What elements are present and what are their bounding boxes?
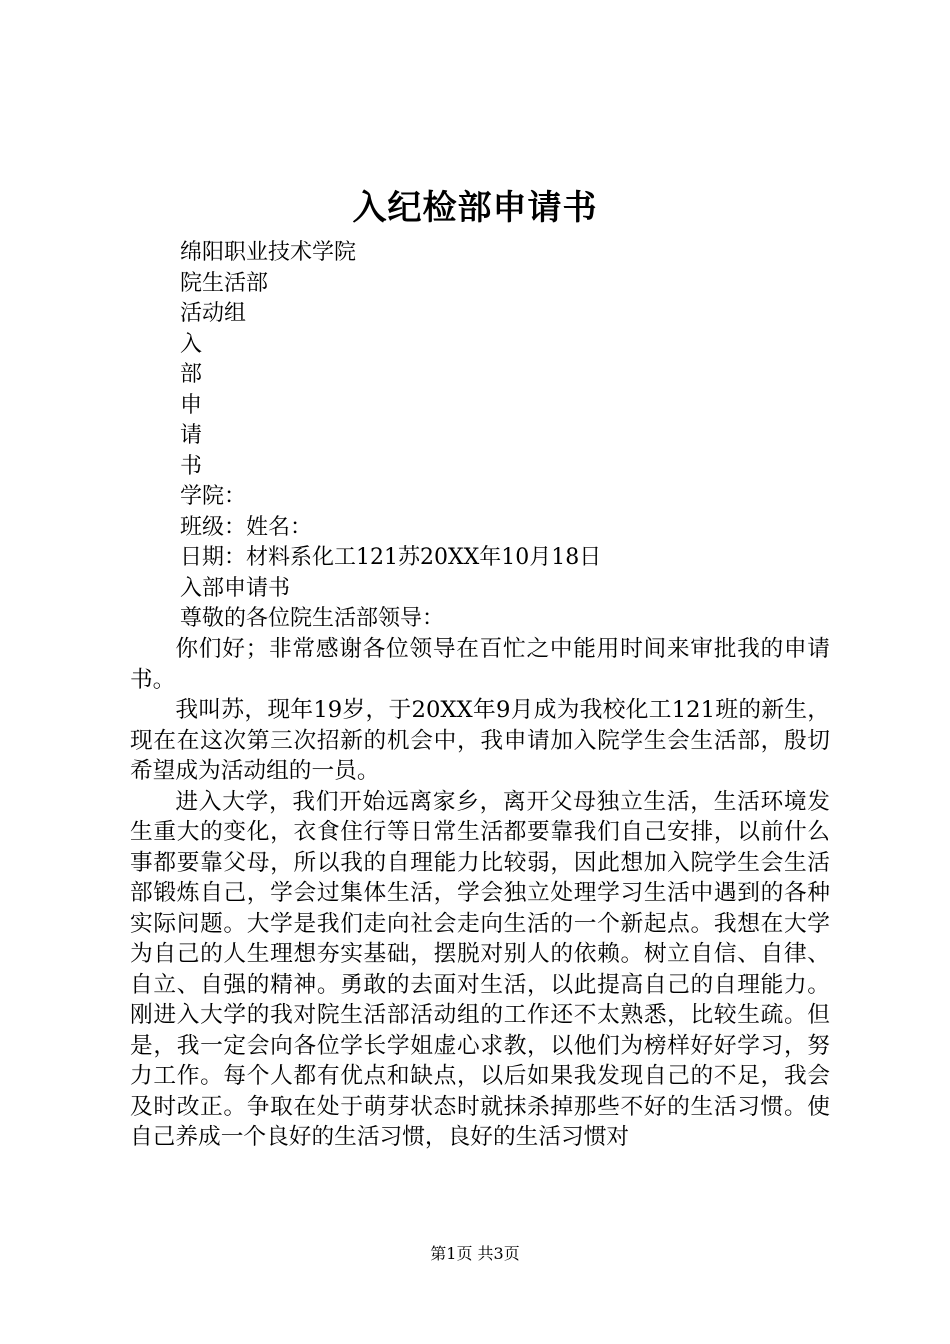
body-text bbox=[130, 634, 830, 1153]
header-block bbox=[180, 238, 601, 635]
header-line: 日期：材料系化工121苏20XX年10月18日 bbox=[180, 545, 602, 570]
header-line: 书 bbox=[180, 453, 203, 479]
salutation: 尊敬的各位院生活部领导： bbox=[180, 606, 445, 631]
header-line: 绵阳职业技术学院 bbox=[180, 240, 357, 265]
header-line: 活动组 bbox=[180, 301, 247, 326]
header-line: 请 bbox=[180, 423, 203, 448]
paragraph: 你们好；非常感谢各位领导在百忙之中能用时间来审批我的申请书。 bbox=[130, 636, 830, 693]
header-line: 入部申请书 bbox=[180, 575, 291, 601]
paragraph: 我叫苏，现年19岁，于20XX年9月成为我校化工121班的新生，现在在这次第三次招新的机会中，我申请加入院学生会生活部，殷切希望成为活动组的一员。 bbox=[130, 697, 830, 784]
paragraph: 进入大学，我们开始远离家乡，离开父母独立生活，生活环境发生重大的变化，衣食住行等日常生活都要靠我们自己安排，以前什么事都要靠父母，所以我的自理能力比较弱，因此想加入院学生会生活部锻炼自己，学会过集体生活，学会独立处理学习生活中遇到的各种实际问题。大学是我们走向社会走向生活的一个新起点。我想在大学为自己的人生理想夯实基础，摆脱对别人的依赖。树立自信、自律、自立、自强的精神。勇敢的去面对生活，以此提高自己的自理能力。刚进入大学的我对院生活部活动组的工作还不太熟悉，比较生疏。但是，我一定会向各位学长学姐虚心求教，以他们为榜样好好学习，努力工作。每个人都有优点和缺点，以后如果我发现自己的不足，我会及时改正。争取在处于萌芽状态时就抹杀掉那些不好的生活习惯。使自己养成一个良好的生活习惯，良好的生活习惯对 bbox=[130, 788, 830, 1150]
header-line: 申 bbox=[180, 392, 203, 418]
header-line: 院生活部 bbox=[180, 270, 269, 296]
header-line: 部 bbox=[180, 362, 203, 387]
document-title: 入纪检部申请书 bbox=[352, 188, 598, 228]
page-footer: 第1页 共3页 bbox=[430, 1244, 520, 1263]
header-line: 学院： bbox=[180, 484, 247, 509]
header-line: 入 bbox=[180, 331, 203, 357]
header-line: 班级：姓名： bbox=[180, 514, 313, 540]
